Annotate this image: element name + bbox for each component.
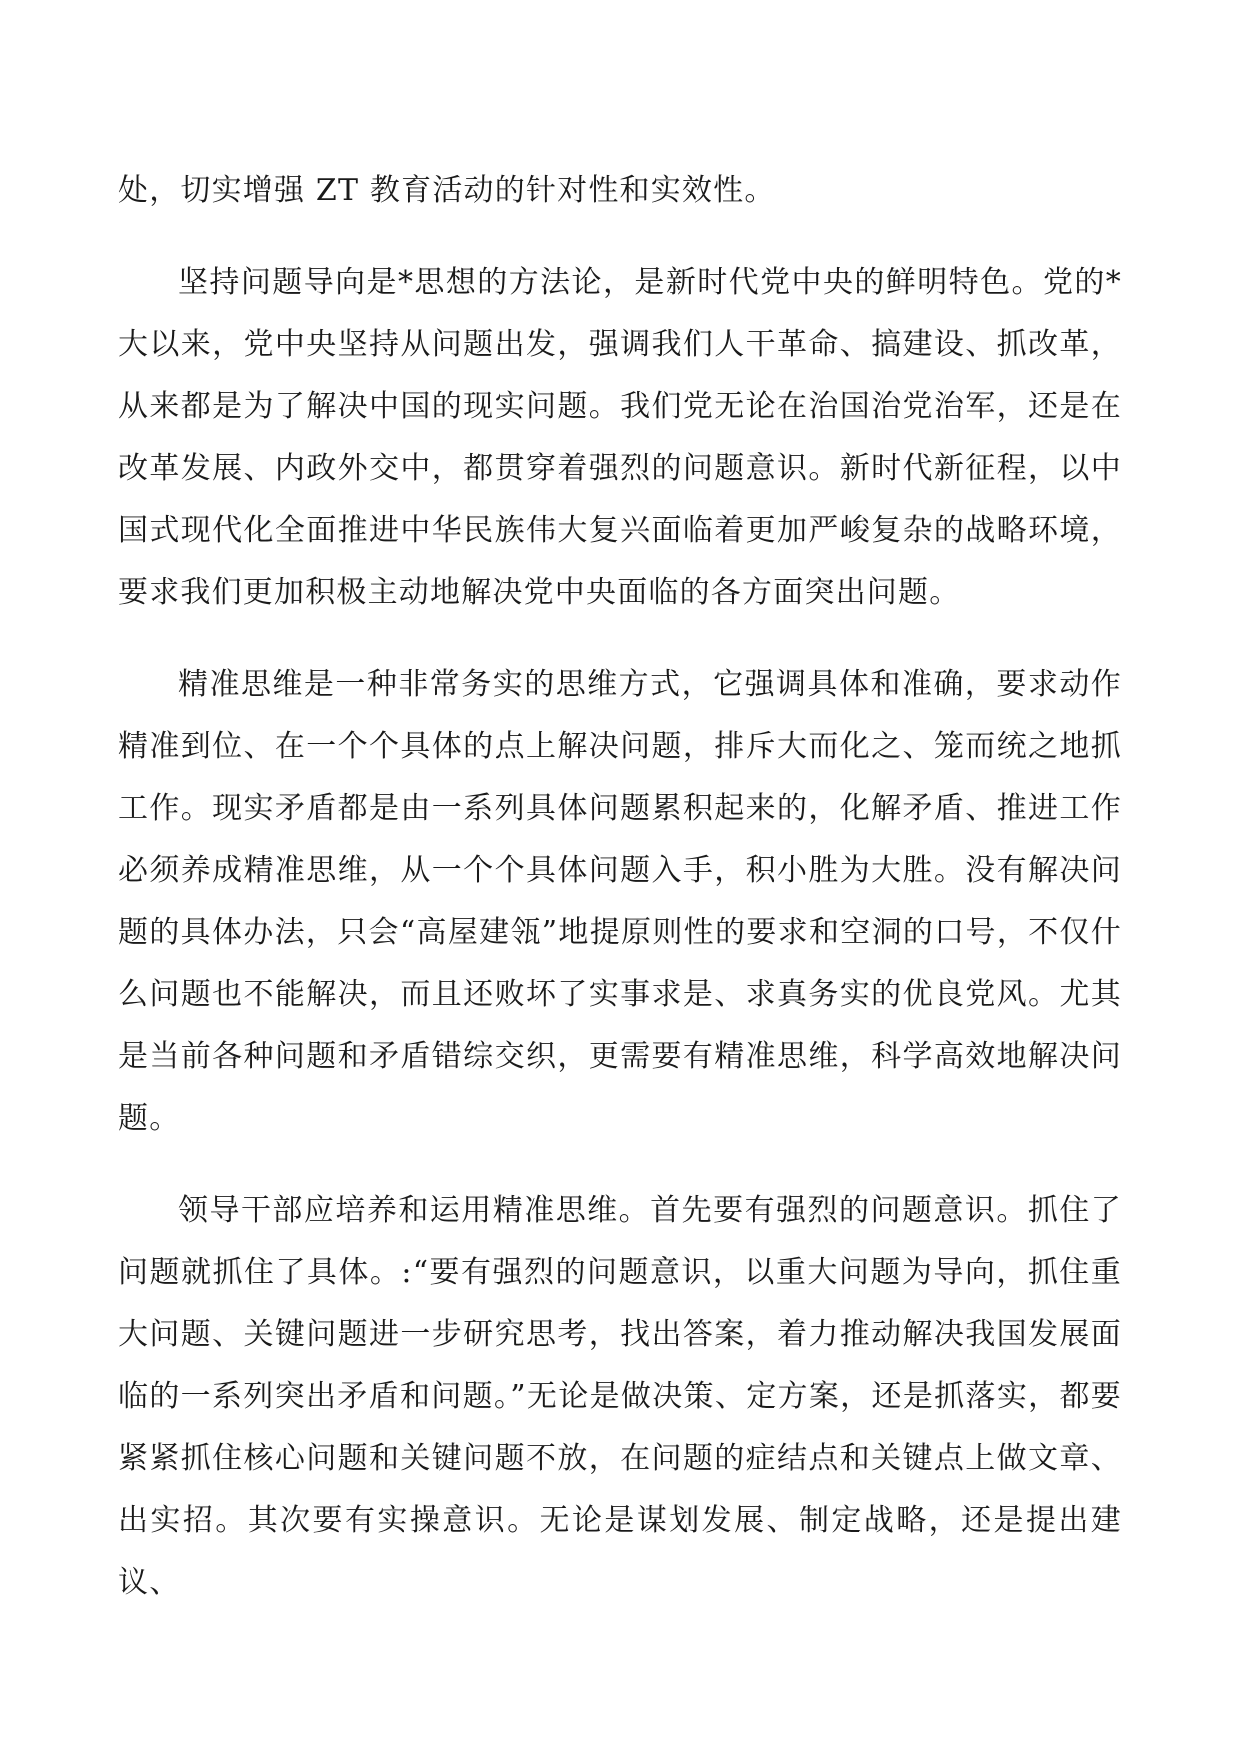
paragraph-precise-thinking: 精准思维是一种非常务实的思维方式，它强调具体和准确，要求动作精准到位、在一个个具体的点上解决问题，排斥大而化之、笼而统之地抓工作。现实矛盾都是由一系列具体问题累积起来的，化解矛盾、推进工作必须养成精准思维，从一个个具体问题入手，积小胜为大胜。没有解决问题的具体办法，只会“高屋建瓴”地提原则性的要求和空洞的口号，不仅什么问题也不能解决，而且还败坏了实事求是、求真务实的优良党风。尤其是当前各种问题和矛盾错综交织，更需要有精准思维，科学高效地解决问题。 bbox=[118, 667, 1122, 1136]
paragraph-continued: 处，切实增强 ZT 教育活动的针对性和实效性。 bbox=[118, 173, 776, 208]
paragraph-leading-cadres: 领导干部应培养和运用精准思维。首先要有强烈的问题意识。抓住了问题就抓住了具体。:“要有强烈的问题意识，以重大问题为导向，抓住重大问题、关键问题进一步研究思考，找出答案，着力推动解决我国发展面临的一系列突出矛盾和问题。”无论是做决策、定方案，还是抓落实，都要紧紧抓住核心问题和关键问题不放，在问题的症结点和关键点上做文章、出实招。其次要有实操意识。无论是谋划发展、制定战略，还是提出建议、 bbox=[118, 1193, 1122, 1600]
paragraph-problem-orientation: 坚持问题导向是*思想的方法论，是新时代党中央的鲜明特色。党的*大以来，党中央坚持从问题出发，强调我们人干革命、搞建设、抓改革，从来都是为了解决中国的现实问题。我们党无论在治国治党治军，还是在改革发展、内政外交中，都贯穿着强烈的问题意识。新时代新征程，以中国式现代化全面推进中华民族伟大复兴面临着更加严峻复杂的战略环境，要求我们更加积极主动地解决党中央面临的各方面突出问题。 bbox=[118, 265, 1122, 610]
document-body bbox=[118, 160, 1122, 1644]
